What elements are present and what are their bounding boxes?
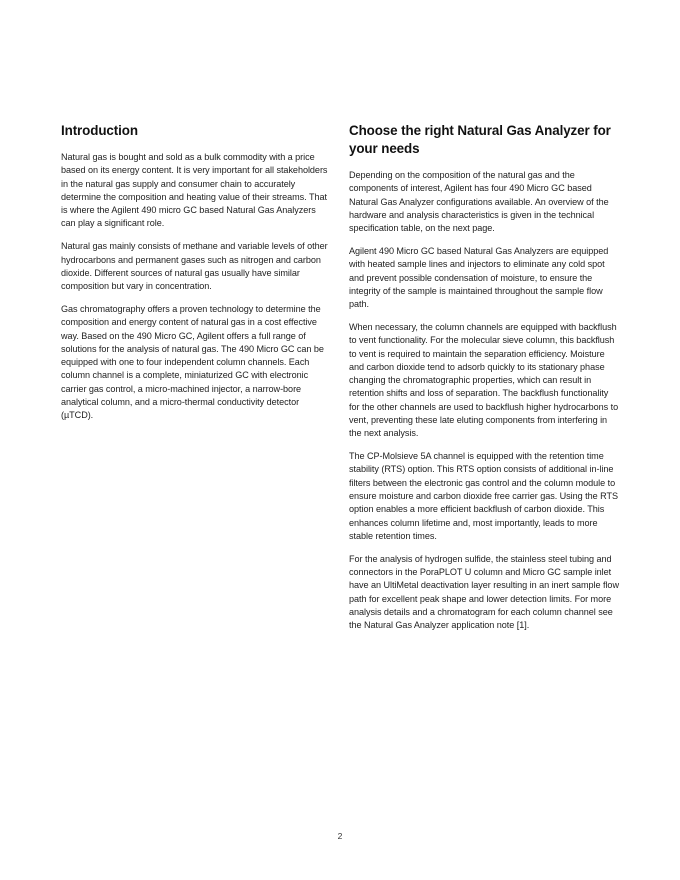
analyzer-paragraph-5: For the analysis of hydrogen sulfide, the stainless steel tubing and connectors in the PoraPLOT U column and Micro GC sample inlet have an UltiMetal deactivation layer resulting in an inert sample flow path for excellent peak shape and lower detection limits. For more analysis details and a chromatogram for each column channel see the Natural Gas Analyzer application note [1].: [349, 553, 619, 631]
analyzer-paragraph-3: When necessary, the column channels are equipped with backflush to vent functionality. For the molecular sieve column, this backflush to vent is required to maintain the separation efficiency. Moisture and carbon dioxide tend to adsorb quickly to its stationary phase changing the chromatographic properties, which can result in retention shifts and loss of separation. The backflush functionality for the other channels are used to backflush higher hydrocarbons to vent, preventing these late eluting components from interfering in the next analysis.: [349, 321, 619, 439]
right-column: [349, 122, 621, 642]
intro-paragraph-1: Natural gas is bought and sold as a bulk commodity with a price based on its energy content. It is very important for all stakeholders in the natural gas supply and consumer chain to accurately determine the composition and heating value of their streams. That is where the Agilent 490 micro GC based Natural Gas Analyzers can play a significant role.: [61, 152, 328, 229]
intro-paragraph-2: Natural gas mainly consists of methane and variable levels of other hydrocarbons and permanent gases such as nitrogen and carbon dioxide. Different sources of natural gas usually have similar composition but vary in concentration.: [61, 241, 328, 292]
analyzer-heading: Choose the right Natural Gas Analyzer for your needs: [349, 123, 611, 156]
intro-paragraph-3: Gas chromatography offers a proven technology to determine the composition and energy content of natural gas in a cost effective way. Based on the 490 Micro GC, Agilent offers a full range of solutions for the analysis of natural gas. The 490 Micro GC can be equipped with one to four independent column channels. Each column channel is a complete, miniaturized GC with electronic carrier gas control, a micro-machined injector, a narrow-bore analytical column, and a micro-thermal conductivity detector (µTCD).: [61, 303, 324, 421]
introduction-heading: Introduction: [61, 123, 138, 138]
analyzer-paragraph-4: The CP-Molsieve 5A channel is equipped with the retention time stability (RTS) option. This RTS option consists of additional in-line filters between the electronic gas control and the column module to ensure moisture and carbon dioxide free carrier gas. Using the RTS option enables a more efficient backflush of carbon dioxide. This enhances column lifetime and, most importantly, leads to more stable retention times.: [349, 451, 618, 541]
analyzer-paragraph-2: Agilent 490 Micro GC based Natural Gas Analyzers are equipped with heated sample lines and injectors to eliminate any cold spot and prevent possible condensation of moisture, to ensure the integrity of the sample is maintained throughout the sample flow path.: [349, 245, 609, 310]
analyzer-paragraph-1: Depending on the composition of the natural gas and the components of interest, Agilent has four 490 Micro GC based Natural Gas Analyzer configurations available. An overview of the hardware and analysis characteristics is given in the technical specification table, on the next page.: [349, 170, 609, 234]
page-number: 2: [337, 831, 343, 841]
left-column: [61, 122, 330, 432]
